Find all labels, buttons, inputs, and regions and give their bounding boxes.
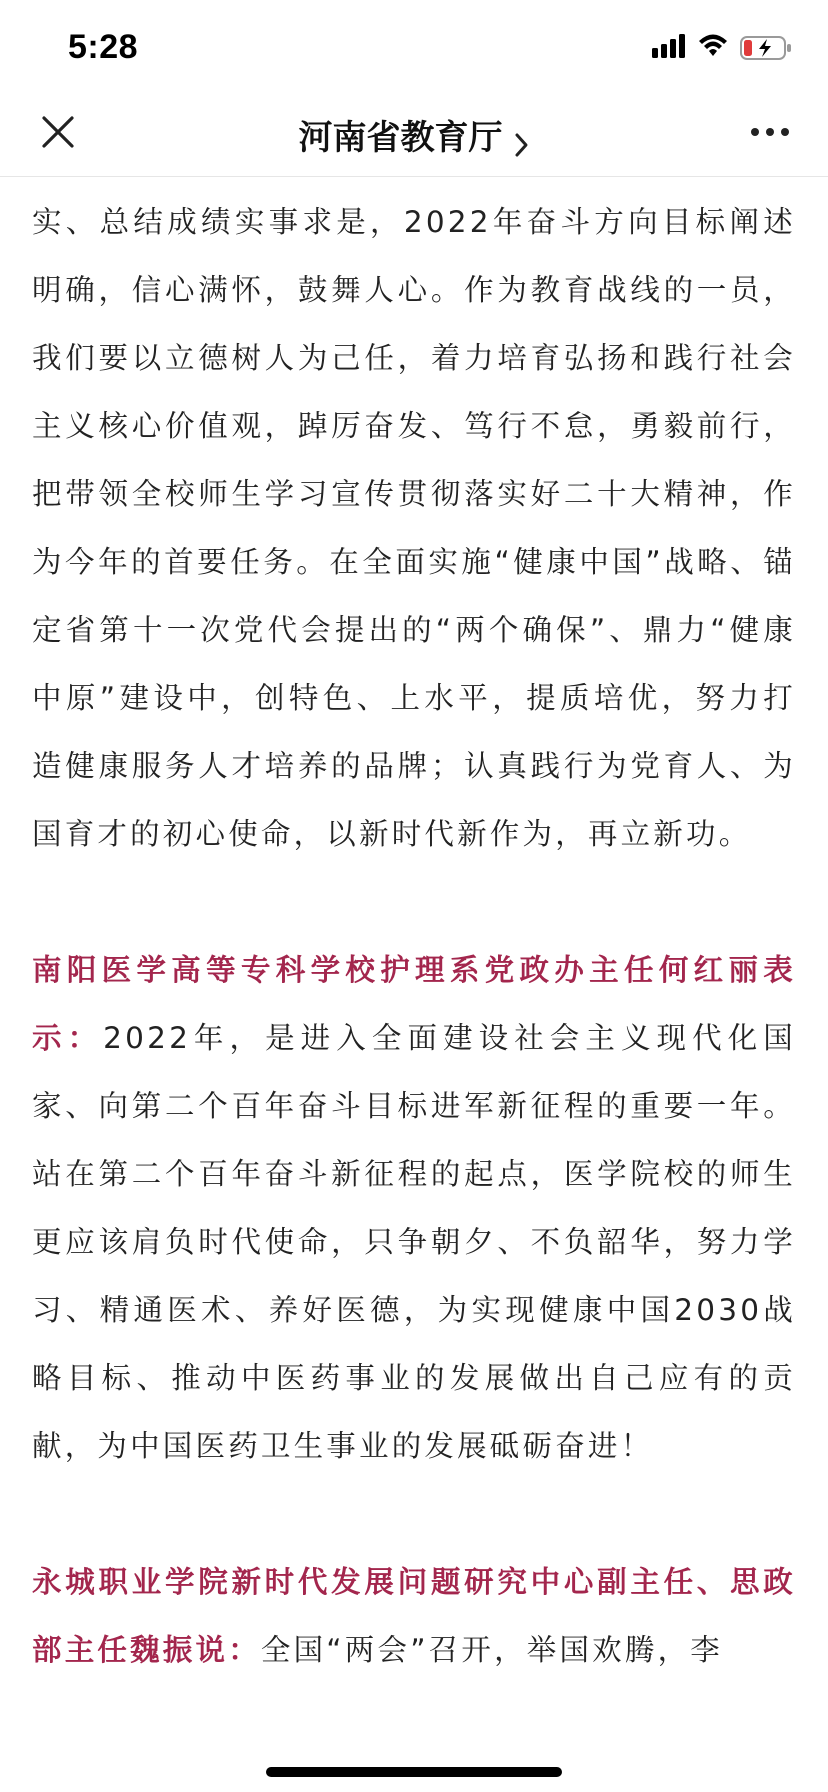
status-bar xyxy=(0,0,828,96)
quote-text-1: 2022年，是进入全面建设社会主义现代化国家、向第二个百年奋斗目标进军新征程的重要一年。 站在第二个百年奋斗新征程的起点，医学院校的师生更应该肩负时代使命，只争朝夕、不负韶华，努力学习、精通医术、养好医德，为实现健康中国2030战略目标、推动中医药事业的发展做出自己应有的贡献，为中国医药卫生事业的发展砥砺奋进！ xyxy=(32,1021,796,1463)
quote-text-2: 全国“两会”召开，举国欢腾，李 xyxy=(260,1633,723,1667)
page-title: 河南省教育厅 xyxy=(298,118,503,158)
article-paragraph-1: 实、总结成绩实事求是，2022年奋斗方向目标阐述明确，信心满怀，鼓舞人心。作为教育战线的一员，我们要以立德树人为己任，着力培育弘扬和践行社会主义核心价值观，踔厉奋发、笃行不怠，勇毅前行，把带领全校师生学习宣传贯彻落实好二十大精神，作为今年的首要任务。在全面实施“健康中国”战略、锚定省第十一次党代会提出的“两个确保”、鼎力“健康中原”建设中，创特色、上水平，提质培优，努力打造健康服务人才培养的品牌；认真践行为党育人、为国育才的初心使命，以新时代新作为，再立新功。 xyxy=(32,205,796,851)
home-indicator[interactable] xyxy=(266,1767,562,1777)
nav-title-link[interactable] xyxy=(0,110,828,159)
more-dots-icon[interactable] xyxy=(750,122,790,142)
speaker-name-2: 永城职业学院新时代发展问题研究中心副主任、思政部主任魏振说： xyxy=(32,1565,796,1667)
signal-icon xyxy=(652,34,688,58)
wifi-icon xyxy=(698,34,728,58)
article-body xyxy=(32,188,796,1684)
battery-charging-icon xyxy=(740,36,792,60)
speaker-name-1: 南阳医学高等专科学校护理系党政办主任何红丽表示： xyxy=(32,953,796,1055)
chevron-right-icon xyxy=(514,131,530,159)
article-paragraph-2 xyxy=(32,936,796,1480)
status-time: 5:28 xyxy=(68,28,139,66)
nav-bar xyxy=(0,96,828,177)
article-paragraph-3 xyxy=(32,1548,796,1684)
